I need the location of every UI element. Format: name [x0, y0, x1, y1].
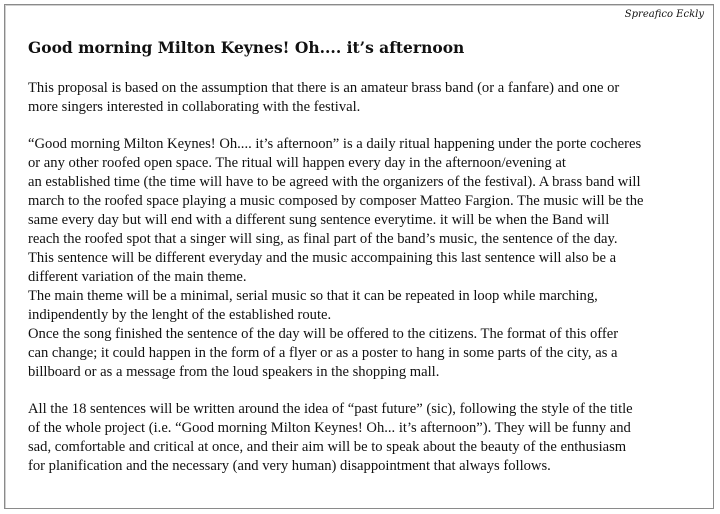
text-line: “Good morning Milton Keynes! Oh.... it’s afternoon” is a daily ritual happening under the porte cocheres: [28, 136, 642, 152]
text-line: more singers interested in collaborating with the festival.: [28, 99, 361, 115]
text-line: march to the roofed space playing a music composed by composer Matteo Fargion. The music will be the: [28, 193, 644, 209]
paragraph-ritual: [28, 135, 700, 382]
text-line: billboard or as a message from the loud speakers in the shopping mall.: [28, 364, 440, 380]
author-name: Spreafico Eckly: [624, 9, 704, 20]
text-line: This proposal is based on the assumption that there is an amateur brass band (or a fanfare) and one or: [28, 80, 620, 96]
paragraph-sentences: [28, 400, 700, 476]
text-line: Once the song finished the sentence of the day will be offered to the citizens. The format of this offer: [28, 326, 619, 342]
document-title: Good morning Milton Keynes! Oh.... it’s afternoon: [28, 38, 465, 57]
text-line: same every day but will end with a different sung sentence everytime. it will be when the Band will: [28, 212, 610, 228]
text-line: indipendently by the lenght of the established route.: [28, 307, 332, 323]
text-line: an established time (the time will have to be agreed with the organizers of the festival). A brass band will: [28, 174, 641, 190]
paragraph-intro: [28, 79, 700, 117]
text-line: for planification and the necessary (and very human) disappointment that always follows.: [28, 458, 551, 474]
text-line: sad, comfortable and critical at once, and their aim will be to speak about the beauty of the enthusiasm: [28, 439, 627, 455]
text-line: of the whole project (i.e. “Good morning Milton Keynes! Oh... it’s afternoon”). They will be funny and: [28, 420, 631, 436]
text-line: This sentence will be different everyday and the music accompaining this last sentence will also be a: [28, 250, 617, 266]
text-line: The main theme will be a minimal, serial music so that it can be repeated in loop while marching,: [28, 288, 598, 304]
text-line: reach the roofed spot that a singer will sing, as final part of the band’s music, the sentence of the day.: [28, 231, 618, 247]
text-line: or any other roofed open space. The ritual will happen every day in the afternoon/evening at: [28, 155, 566, 171]
text-line: different variation of the main theme.: [28, 269, 247, 285]
paragraph-gap: [28, 382, 700, 400]
paragraph-gap: [28, 117, 700, 135]
text-line: All the 18 sentences will be written around the idea of “past future” (sic), following the style of the title: [28, 401, 633, 417]
text-line: can change; it could happen in the form of a flyer or as a poster to hang in some parts of the city, as a: [28, 345, 618, 361]
document-body: [28, 38, 700, 476]
